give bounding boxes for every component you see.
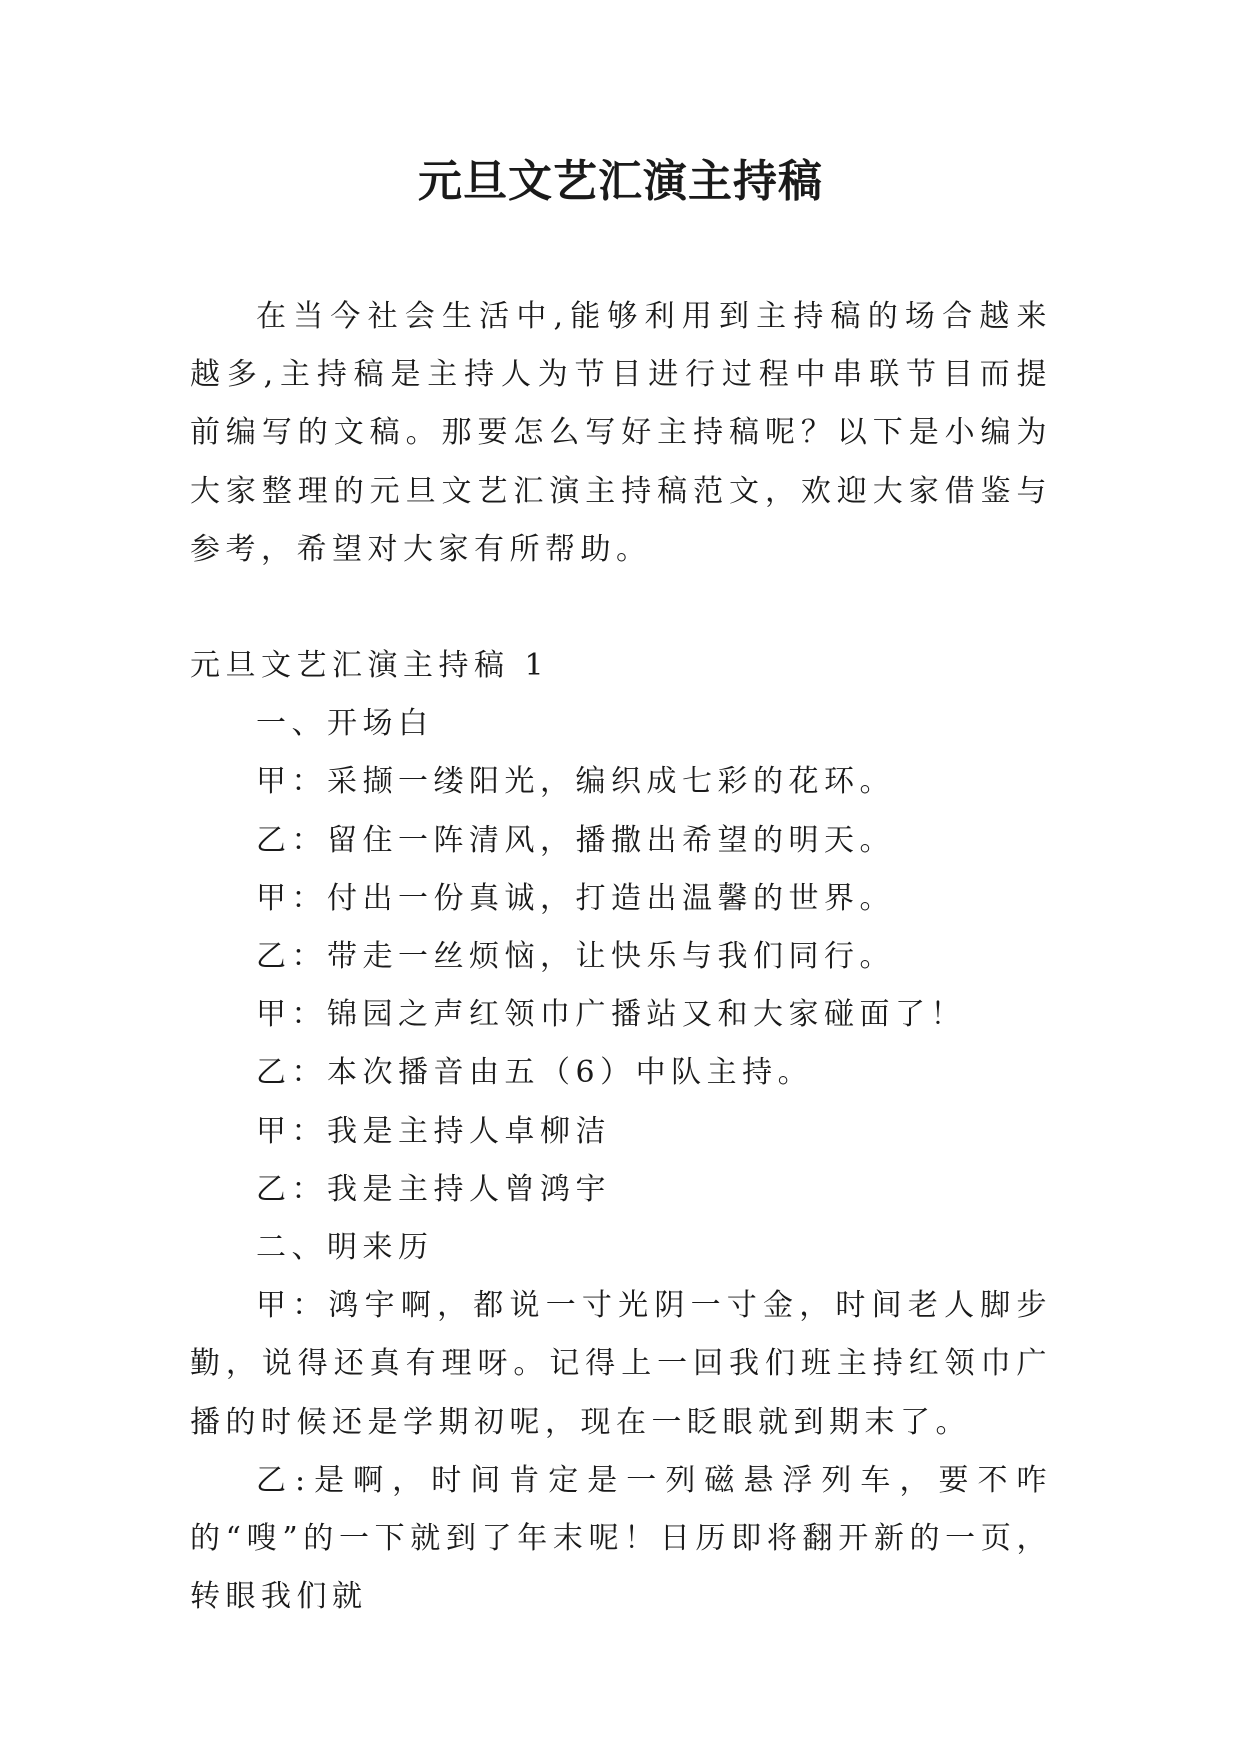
script-line: 二、明来历 [256,1230,434,1266]
script-line: 乙：我是主持人曾鸿宇 [256,1171,611,1207]
dialogue-paragraph: 乙:是啊，时间肯定是一列磁悬浮列车，要不咋的“嗖”的一下就到了年末呢！日历即将翻开新的一页，转眼我们就 [190,1462,1052,1615]
document-body [190,288,1052,1626]
script-line: 甲：锦园之声红领巾广播站又和大家碰面了！ [256,997,966,1033]
dialogue-paragraph: 甲：鸿宇啊，都说一寸光阴一寸金，时间老人脚步勤，说得还真有理呀。记得上一回我们班主持红领巾广播的时候还是学期初呢，现在一眨眼就到期末了。 [190,1288,1052,1440]
script-line: 甲：付出一份真诚，打造出温馨的世界。 [256,880,895,916]
script-line: 乙：带走一丝烦恼，让快乐与我们同行。 [256,939,895,975]
script-line: 甲：我是主持人卓柳洁 [256,1113,611,1149]
intro-paragraph: 在当今社会生活中,能够利用到主持稿的场合越来越多,主持稿是主持人为节目进行过程中串联节目而提前编写的文稿。那要怎么写好主持稿呢？以下是小编为大家整理的元旦文艺汇演主持稿范文，欢迎大家借鉴与参考，希望对大家有所帮助。 [190,299,1052,567]
script-line: 甲：采撷一缕阳光，编织成七彩的花环。 [256,764,895,800]
document-title: 元旦文艺汇演主持稿 [418,156,823,207]
script-line: 乙：本次播音由五（6）中队主持。 [256,1055,814,1091]
script-line: 一、开场白 [256,706,434,742]
section-title: 元旦文艺汇演主持稿 1 [190,648,550,684]
script-line: 乙：留住一阵清风，播撒出希望的明天。 [256,822,895,858]
